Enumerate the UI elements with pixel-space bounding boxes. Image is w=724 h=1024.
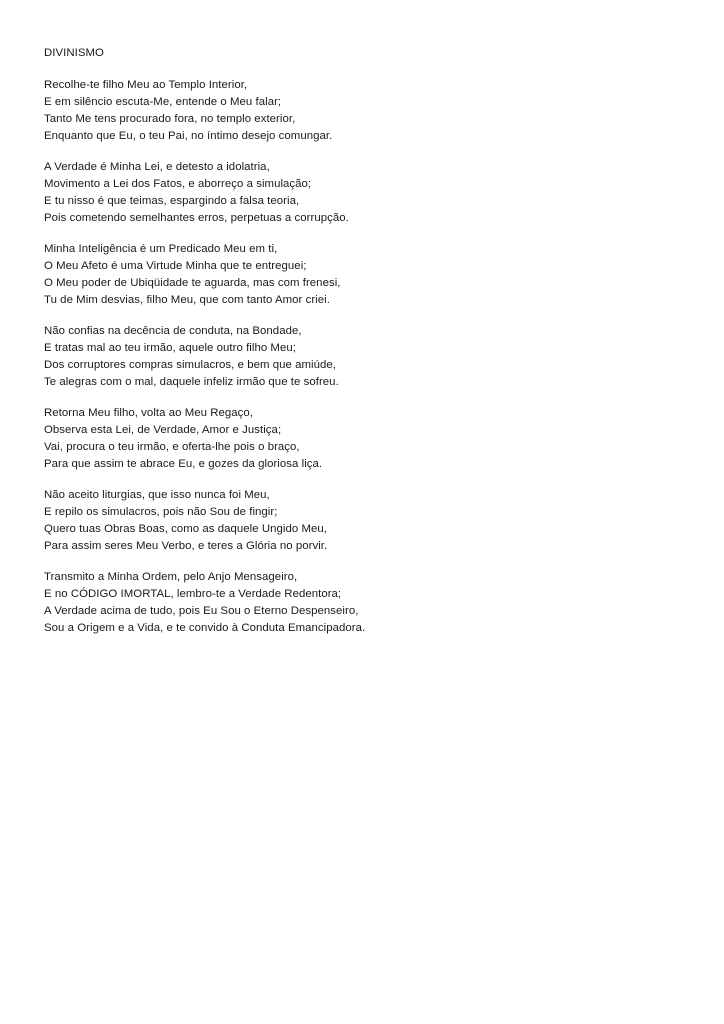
poem-line: Quero tuas Obras Boas, como as daquele Ungido Meu,: [44, 523, 327, 535]
stanza-3: [44, 241, 684, 309]
poem-line: Retorna Meu filho, volta ao Meu Regaço,: [44, 407, 253, 419]
poem-line: Minha Inteligência é um Predicado Meu em ti,: [44, 243, 278, 255]
poem-line: Tanto Me tens procurado fora, no templo exterior,: [44, 113, 296, 125]
poem-line: Para assim seres Meu Verbo, e teres a Glória no porvir.: [44, 540, 328, 552]
poem-line: Observa esta Lei, de Verdade, Amor e Justiça;: [44, 424, 282, 436]
poem-line: Enquanto que Eu, o teu Pai, no íntimo desejo comungar.: [44, 130, 333, 142]
poem-line: E tu nisso é que teimas, espargindo a falsa teoria,: [44, 195, 300, 207]
poem-line: E no CÓDIGO IMORTAL, lembro-te a Verdade Redentora;: [44, 588, 342, 600]
poem-line: Pois cometendo semelhantes erros, perpetuas a corrupção.: [44, 212, 349, 224]
stanza-1: [44, 77, 684, 145]
poem-line: Transmito a Minha Ordem, pelo Anjo Mensageiro,: [44, 571, 298, 583]
poem-line: Não aceito liturgias, que isso nunca foi Meu,: [44, 489, 270, 501]
poem-line: O Meu Afeto é uma Virtude Minha que te entreguei;: [44, 260, 307, 272]
poem-line: Para que assim te abrace Eu, e gozes da gloriosa liça.: [44, 458, 323, 470]
document-body: [44, 45, 684, 651]
poem-line: A Verdade acima de tudo, pois Eu Sou o Eterno Despenseiro,: [44, 605, 359, 617]
stanza-5: [44, 405, 684, 473]
stanza-7: [44, 569, 684, 637]
stanza-2: [44, 159, 684, 227]
poem-line: E repilo os simulacros, pois não Sou de fingir;: [44, 506, 278, 518]
poem-line: Te alegras com o mal, daquele infeliz irmão que te sofreu.: [44, 376, 339, 388]
poem-line: Sou a Origem e a Vida, e te convido à Conduta Emancipadora.: [44, 622, 366, 634]
poem-line: Dos corruptores compras simulacros, e bem que amiúde,: [44, 359, 336, 371]
poem-title: DIVINISMO: [44, 47, 104, 59]
stanza-4: [44, 323, 684, 391]
poem-line: Recolhe-te filho Meu ao Templo Interior,: [44, 79, 248, 91]
poem-line: O Meu poder de Ubiqüidade te aguarda, mas com frenesi,: [44, 277, 341, 289]
poem-line: Movimento a Lei dos Fatos, e aborreço a simulação;: [44, 178, 312, 190]
poem-line: Vai, procura o teu irmão, e oferta-lhe pois o braço,: [44, 441, 300, 453]
stanza-6: [44, 487, 684, 555]
poem-line: Não confias na decência de conduta, na Bondade,: [44, 325, 302, 337]
poem-line: A Verdade é Minha Lei, e detesto a idolatria,: [44, 161, 270, 173]
poem-line: E tratas mal ao teu irmão, aquele outro filho Meu;: [44, 342, 296, 354]
poem-line: E em silêncio escuta-Me, entende o Meu falar;: [44, 96, 282, 108]
poem-line: Tu de Mim desvias, filho Meu, que com tanto Amor criei.: [44, 294, 330, 306]
